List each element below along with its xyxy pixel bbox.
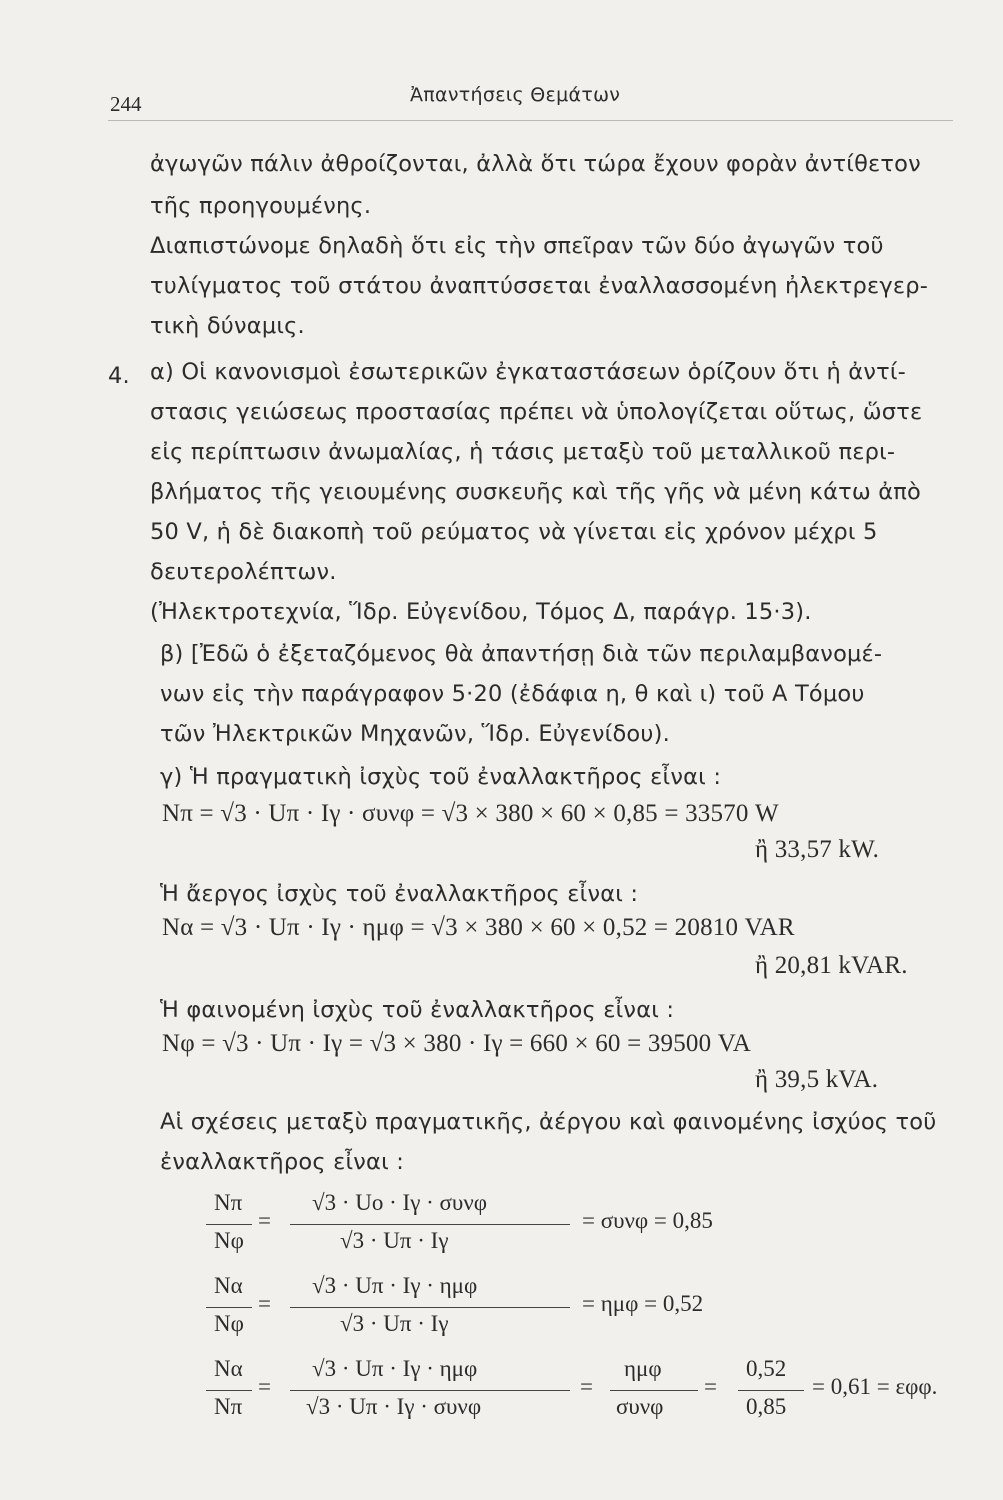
equals-sign: = bbox=[258, 1208, 271, 1233]
text-line: εἰς περίπτωσιν ἀνωμαλίας, ἡ τάσις μεταξὺ τοῦ μεταλλικοῦ περι- bbox=[150, 439, 896, 465]
ratio-lhs-numerator: Nα bbox=[214, 1356, 243, 1381]
fraction-bar bbox=[290, 1307, 570, 1308]
item-number: 4. bbox=[108, 363, 130, 389]
formula-reactive-power-kvar: ἢ 20,81 kVAR. bbox=[755, 952, 908, 979]
text-line: α) Οἱ κανονισμοὶ ἐσωτερικῶν ἐγκαταστάσεων ὁρίζουν ὅτι ἡ ἀντί- bbox=[150, 359, 906, 385]
equals-sign: = bbox=[258, 1291, 271, 1316]
ratio-result: = συνφ = 0,85 bbox=[582, 1208, 713, 1233]
fraction-bar bbox=[206, 1390, 252, 1391]
text-line: στασις γειώσεως προστασίας πρέπει νὰ ὑπολογίζεται οὕτως, ὥστε bbox=[150, 399, 923, 425]
ratio-result: = 0,61 = εφφ. bbox=[812, 1374, 938, 1399]
reference-line: (Ἠλεκτροτεχνία, Ἵδρ. Εὐγενίδου, Τόμος Δ, παράγρ. 15·3). bbox=[150, 599, 812, 625]
ratio-result: = ημφ = 0,52 bbox=[582, 1291, 704, 1316]
text-line: νων εἰς τὴν παράγραφον 5·20 (ἐδάφια η, θ καὶ ι) τοῦ Α Τόμου bbox=[160, 681, 865, 707]
formula-apparent-power: Nφ = √3 · Uπ · Iγ = √3 × 380 · Iγ = 660 × 60 = 39500 VA bbox=[162, 1030, 752, 1057]
header-rule bbox=[108, 120, 953, 121]
fraction-bar bbox=[290, 1390, 570, 1391]
formula-apparent-power-kva: ἢ 39,5 kVA. bbox=[755, 1066, 879, 1093]
text-line: ἐναλλακτῆρος εἶναι : bbox=[160, 1149, 405, 1175]
ratio-value-denominator: 0,85 bbox=[746, 1394, 787, 1419]
running-title: Ἀπαντήσεις Θεμάτων bbox=[410, 84, 621, 106]
ratio-mid-denominator: συνφ bbox=[616, 1394, 664, 1419]
equals-sign: = bbox=[258, 1374, 271, 1399]
text-line: τικὴ δύναμις. bbox=[150, 313, 305, 339]
ratio-lhs-numerator: Nπ bbox=[214, 1190, 243, 1215]
formula-real-power-kw: ἢ 33,57 kW. bbox=[755, 836, 880, 863]
ratio-lhs-denominator: Nπ bbox=[214, 1394, 243, 1419]
text-line: τῆς προηγουμένης. bbox=[150, 193, 372, 219]
ratio-lhs-denominator: Nφ bbox=[214, 1228, 244, 1253]
ratio-mid-numerator: ημφ bbox=[624, 1356, 662, 1381]
ratio-value-numerator: 0,52 bbox=[746, 1356, 787, 1381]
text-line: τυλίγματος τοῦ στάτου ἀναπτύσσεται ἐναλλασσομένη ἠλεκτρεγερ- bbox=[150, 273, 929, 299]
text-line: β) [Ἐδῶ ὁ ἐξεταζόμενος θὰ ἀπαντήσῃ διὰ τῶν περιλαμβανομέ- bbox=[160, 641, 883, 667]
text-line: δευτερολέπτων. bbox=[150, 559, 337, 585]
ratio-denominator: √3 · Uπ · Iγ · συνφ bbox=[306, 1394, 482, 1419]
formula-reactive-power: Nα = √3 · Uπ · Iγ · ημφ = √3 × 380 × 60 × 0,52 = 20810 VAR bbox=[162, 914, 795, 941]
ratio-numerator: √3 · Uπ · Iγ · ημφ bbox=[312, 1356, 478, 1381]
text-line: Ἡ ἄεργος ἰσχὺς τοῦ ἐναλλακτῆρος εἶναι : bbox=[160, 881, 639, 907]
ratio-numerator: √3 · Uπ · Iγ · ημφ bbox=[312, 1273, 478, 1298]
text-line: Ἡ φαινομένη ἰσχὺς τοῦ ἐναλλακτῆρος εἶναι : bbox=[160, 997, 675, 1023]
page-number: 244 bbox=[110, 92, 142, 116]
text-line: ἀγωγῶν πάλιν ἀθροίζονται, ἀλλὰ ὅτι τώρα ἔχουν φορὰν ἀντίθετον bbox=[150, 151, 921, 177]
equals-sign: = bbox=[704, 1374, 717, 1399]
ratio-denominator: √3 · Uπ · Iγ bbox=[340, 1311, 449, 1336]
fraction-bar bbox=[290, 1224, 570, 1225]
fraction-bar bbox=[206, 1224, 252, 1225]
ratio-lhs-denominator: Nφ bbox=[214, 1311, 244, 1336]
ratio-numerator: √3 · Uo · Iγ · συνφ bbox=[312, 1190, 487, 1215]
ratio-lhs-numerator: Nα bbox=[214, 1273, 243, 1298]
fraction-bar bbox=[206, 1307, 252, 1308]
fraction-bar bbox=[738, 1390, 804, 1391]
fraction-bar bbox=[610, 1390, 698, 1391]
text-line: τῶν Ἠλεκτρικῶν Μηχανῶν, Ἵδρ. Εὐγενίδου). bbox=[160, 721, 670, 747]
text-line: γ) Ἡ πραγματικὴ ἰσχὺς τοῦ ἐναλλακτῆρος εἶναι : bbox=[160, 764, 722, 790]
equals-sign: = bbox=[580, 1374, 593, 1399]
text-line: Διαπιστώνομε δηλαδὴ ὅτι εἰς τὴν σπεῖραν τῶν δύο ἀγωγῶν τοῦ bbox=[150, 233, 884, 259]
formula-real-power: Nπ = √3 · Uπ · Iγ · συνφ = √3 × 380 × 60 × 0,85 = 33570 W bbox=[162, 800, 779, 827]
text-line: 50 V, ἡ δὲ διακοπὴ τοῦ ρεύματος νὰ γίνεται εἰς χρόνον μέχρι 5 bbox=[150, 519, 878, 545]
ratio-denominator: √3 · Uπ · Iγ bbox=[340, 1228, 449, 1253]
text-line: Αἱ σχέσεις μεταξὺ πραγματικῆς, ἀέργου καὶ φαινομένης ἰσχύος τοῦ bbox=[160, 1109, 937, 1135]
text-line: βλήματος τῆς γειουμένης συσκευῆς καὶ τῆς γῆς νὰ μένη κάτω ἀπὸ bbox=[150, 479, 921, 505]
